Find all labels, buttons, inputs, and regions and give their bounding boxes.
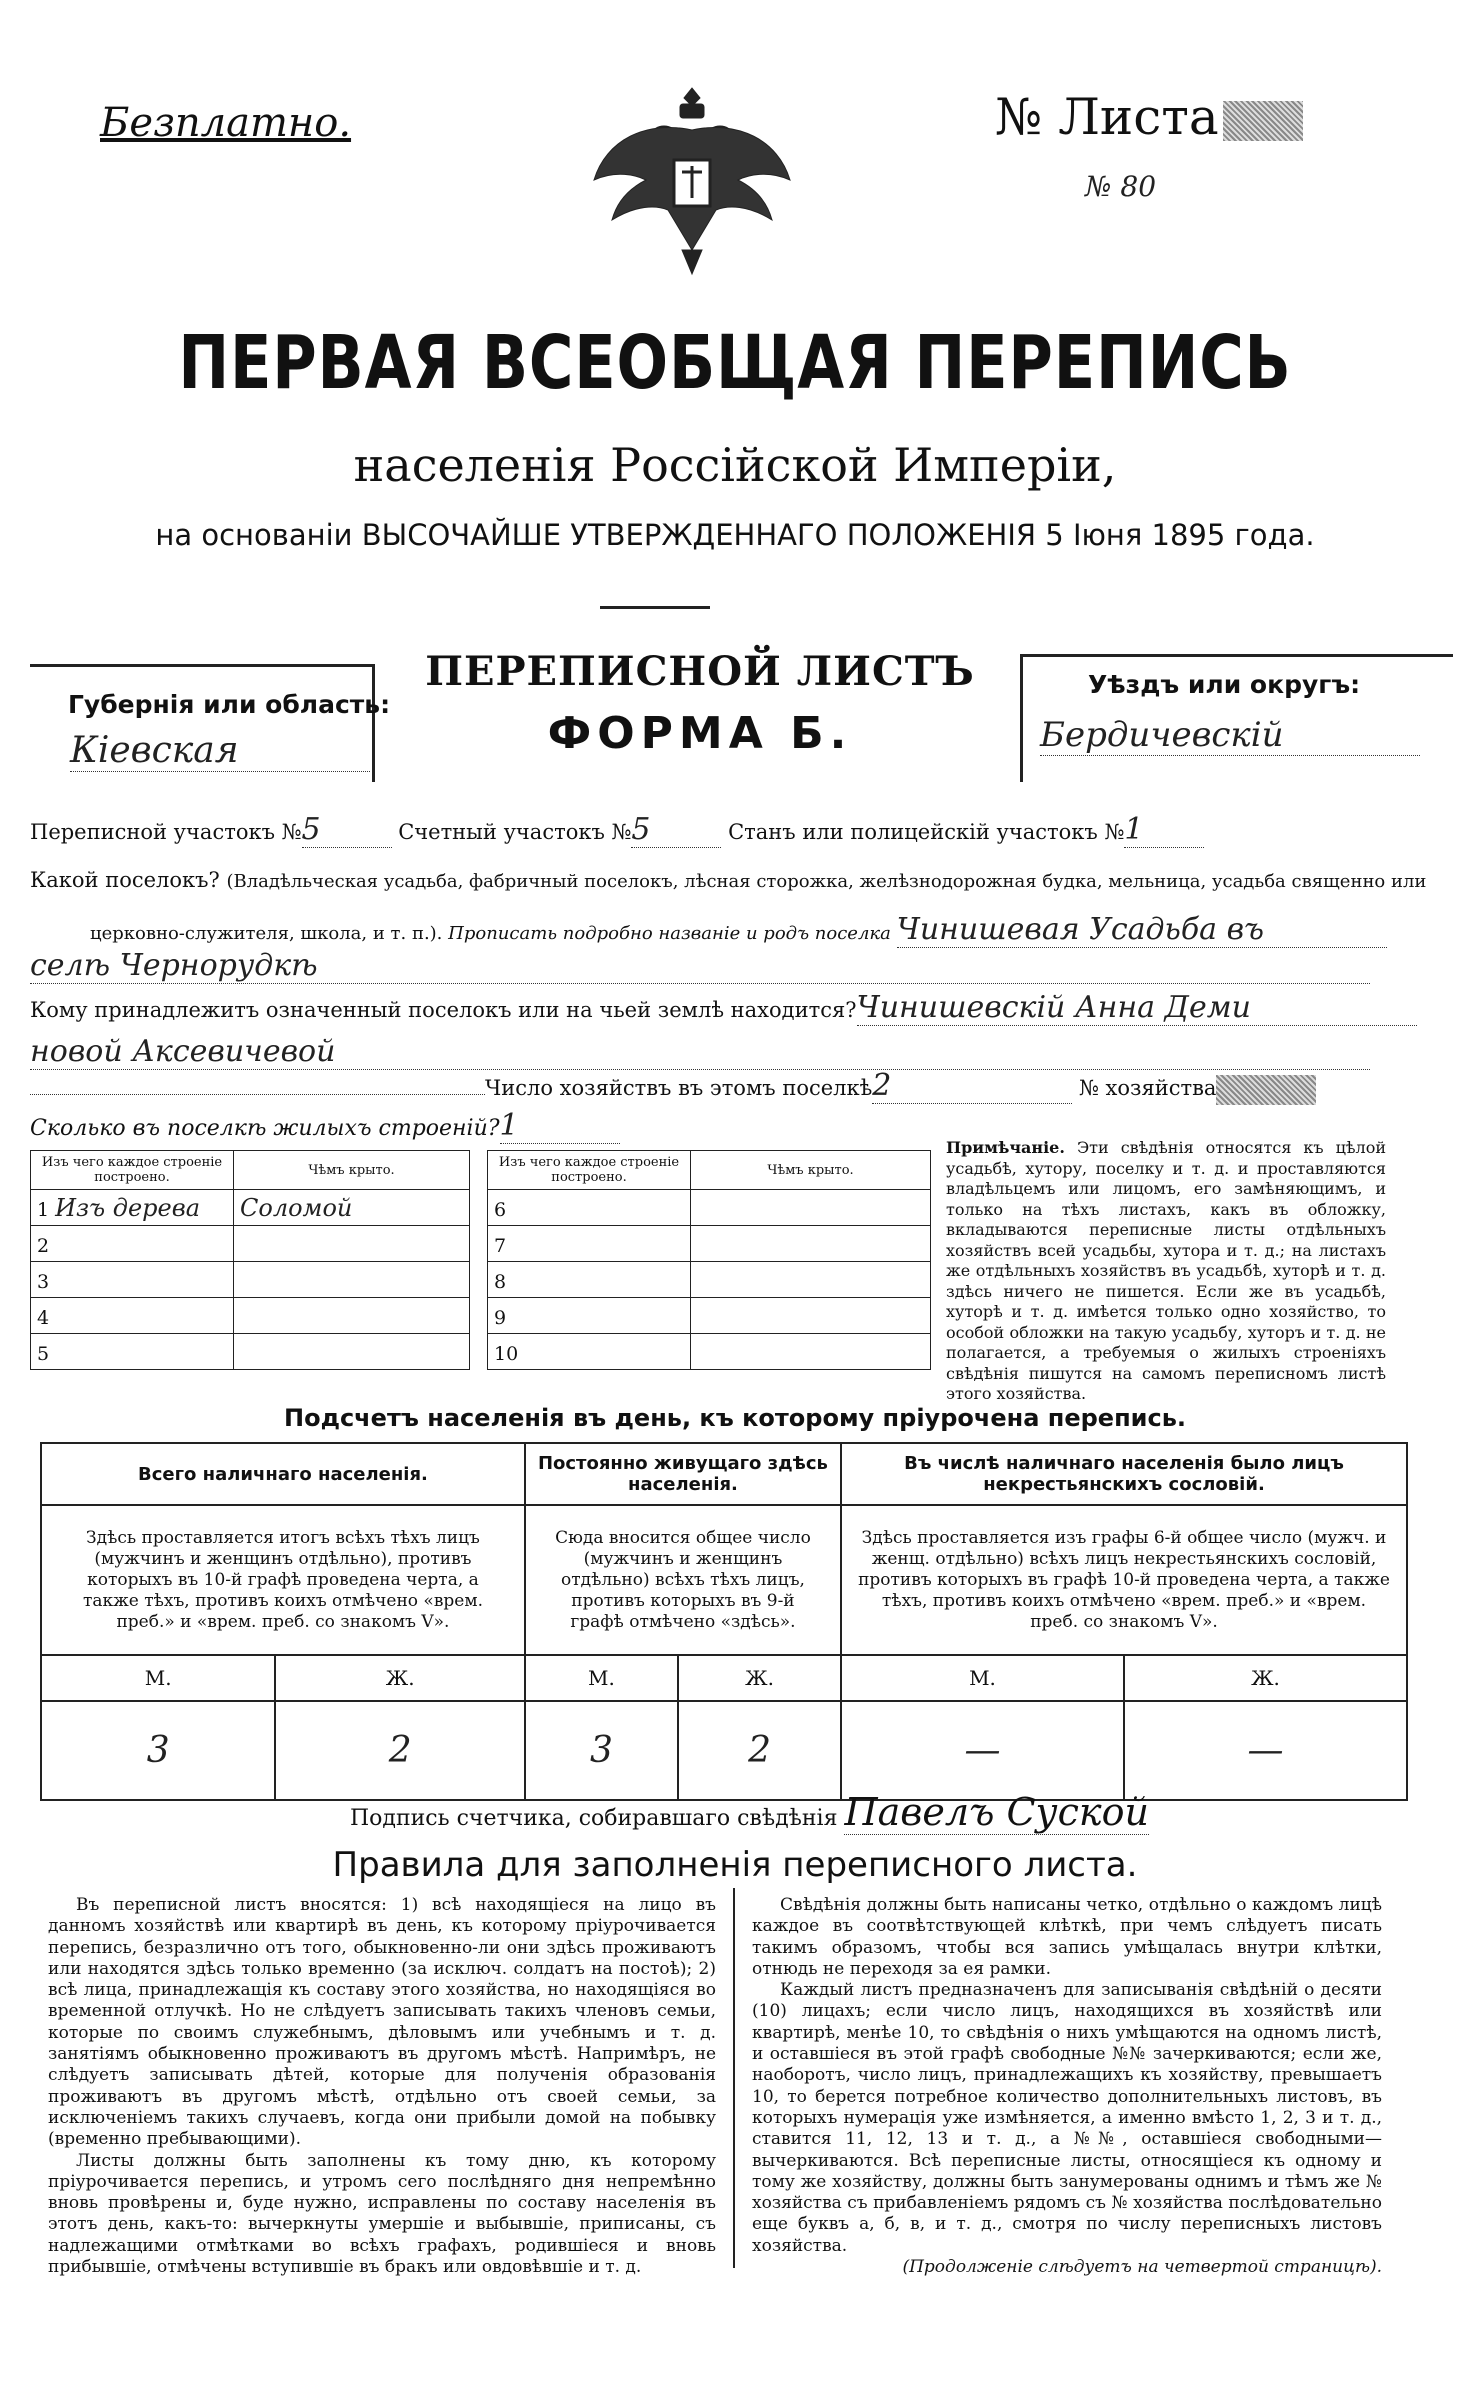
- building-row: [488, 1190, 931, 1226]
- building-material-cell: [31, 1262, 234, 1298]
- building-roof-cell: [234, 1226, 470, 1262]
- row-number: 9: [494, 1306, 507, 1329]
- buildings-table-right: Изъ чего каждое строеніе построено. Чѣмъ крыто. 6 7 8 9 10: [487, 1150, 931, 1370]
- buildings-value: 1: [500, 1108, 620, 1144]
- total-male: 3: [41, 1701, 275, 1800]
- building-roof-cell: [691, 1190, 931, 1226]
- row-number: 4: [37, 1306, 50, 1329]
- settlement-value-1: Чинишевая Усадьба въ: [897, 912, 1387, 948]
- legal-basis: на основаніи ВЫСОЧАЙШЕ УТВЕРЖДЕННАГО ПОЛОЖЕНІЯ 5 Іюня 1895 года.: [155, 518, 1315, 552]
- population-table: Всего наличнаго населенія. Постоянно живущаго здѣсь населенія. Въ числѣ наличнаго населенія было лицъ некрестьянскихъ сословій. Здѣсь проставляется итогъ всѣхъ тѣхъ лицъ (мужчинъ и женщинъ отдѣльно), противъ которыхъ въ 10-й графѣ проведена черта, а также тѣхъ, противъ коихъ отмѣчено «врем. преб.» и «врем. преб. со знакомъ V». Сюда вносится общее число (мужчинъ и женщинъ отдѣльно) всѣхъ тѣхъ лицъ, противъ которыхъ въ 9-й графѣ отмѣчено «здѣсь». Здѣсь проставляется изъ графы 6-й общее число (мужч. и женщ. отдѣльно) всѣхъ лицъ некрестьянскихъ сословій, противъ которыхъ въ графѣ 10-й проведена черта, а также тѣхъ, противъ коихъ отмѣчено «врем. преб.» и «врем. преб. со знакомъ V». М. Ж. М. Ж. М. Ж. 3 2 3 2 — —: [40, 1442, 1408, 1801]
- stamp-mark-2: [1216, 1075, 1316, 1105]
- nonpeasant-female: —: [1124, 1701, 1407, 1800]
- settlement-line-2: [30, 948, 1370, 984]
- building-row: [31, 1190, 470, 1226]
- building-roof-cell: [691, 1226, 931, 1262]
- building-material-cell: [488, 1262, 691, 1298]
- permanent-female: 2: [678, 1701, 841, 1800]
- total-female: 2: [275, 1701, 525, 1800]
- building-row: [488, 1298, 931, 1334]
- divider: [600, 606, 710, 609]
- building-material-cell: [31, 1226, 234, 1262]
- building-material-cell: [31, 1190, 234, 1226]
- building-roof-cell: [234, 1298, 470, 1334]
- gubernia-value: Кіевская: [70, 730, 370, 772]
- building-roof-cell: [691, 1262, 931, 1298]
- column-divider: [733, 1888, 735, 2268]
- owner-value-1: Чинишевскій Анна Деми: [857, 990, 1417, 1026]
- stamp-mark: [1223, 101, 1303, 141]
- settlement-value-2: селѣ Чернорудкѣ: [30, 948, 1370, 984]
- population-heading: Подсчетъ населенія въ день, къ которому пріурочена перепись.: [284, 1404, 1186, 1432]
- sheet-number-handwritten: № 80: [1085, 170, 1157, 203]
- double-headed-eagle-emblem: [586, 80, 798, 280]
- signature-line: Подпись счетчика, собиравшаго свѣдѣнія Павелъ Суской: [350, 1790, 1149, 1834]
- signature-value: Павелъ Суской: [844, 1790, 1149, 1834]
- building-material-cell: [31, 1334, 234, 1370]
- rules-left-column: Въ переписной листъ вносятся: 1) всѣ находящіеся на лицо въ данномъ хозяйствѣ или квартирѣ въ день, къ которому пріурочивается перепись, безразлично отъ того, обыкновенно-ли они здѣсь проживаютъ или находятся здѣсь только временно (за исключ. солдатъ на постоѣ); 2) всѣ лица, принадлежащія къ составу этого хозяйства, но находящіяся во временной отлучкѣ. Но не слѣдуетъ записывать такихъ членовъ семьи, которые по своимъ служебнымъ, дѣловымъ или учебнымъ и т. д. занятіямъ обыкновенно проживаютъ въ другомъ мѣстѣ. Напримѣръ, не слѣдуетъ записывать дѣтей, которые для полученія образованія проживаютъ въ другомъ мѣстѣ, отдѣльно отъ своей семьи, за исключеніемъ такихъ случаевъ, когда они прибыли домой на побывку (временно пребывающими). Листы должны быть заполнены къ тому дню, къ которому пріурочивается перепись, и утромъ сего послѣдняго дня непремѣнно вновь провѣрены и, буде нужно, исправлены по составу населенія въ этотъ день, какъ-то: вычеркнуты умершіе и выбывшіе, приписаны, съ надлежащими отмѣтками во всѣхъ графахъ, родившіеся и вновь прибывшіе, отмѣчены вступившіе въ бракъ или овдовѣвшіе и т. д.: [48, 1895, 716, 2278]
- buildings-line: Сколько въ поселкѣ жилыхъ строеній?1: [30, 1108, 620, 1144]
- sheet-number: [995, 88, 1303, 146]
- form-name: ФОРМА Б.: [547, 708, 853, 759]
- district-line: Переписной участокъ №5 Счетный участокъ №5 Станъ или полицейскій участокъ №1: [30, 812, 1204, 848]
- note-label: Примѣчаніе.: [946, 1138, 1065, 1157]
- settlement-line: Какой поселокъ? (Владѣльческая усадьба, фабричный поселокъ, лѣсная сторожка, желѣзнодорожная будка, мельница, усадьба священно или: [30, 868, 1427, 892]
- form-title: ПЕРЕПИСНОЙ ЛИСТЪ: [425, 648, 975, 695]
- note-text: Эти свѣдѣнія относятся къ цѣлой усадьбѣ, хутору, поселку и т. д. и проставляются владѣльцемъ или лицомъ, его замѣняющимъ, и только на тѣхъ листахъ, какъ въ обложку, вкладываются переписные листы отдѣльныхъ хозяйствъ всей усадьбы, хутора и т. д.; на листахъ же отдѣльныхъ хозяйствъ въ усадьбѣ, хуторѣ и т. д. здѣсь ничего не пишется. Если же въ усадьбѣ, хуторѣ и т. д. имѣется только одно хозяйство, то особой обложки на такую усадьбу, хуторъ и т. д. не полагается, а требуемыя о жилыхъ строеніяхъ свѣдѣнія пишутся на самомъ переписномъ листѣ этого хозяйства.: [946, 1138, 1386, 1403]
- building-material-cell: [488, 1334, 691, 1370]
- rules-title: Правила для заполненія переписного листа.: [332, 1845, 1138, 1885]
- row-number: 1: [37, 1198, 50, 1221]
- settlement-hint-line: церковно-служителя, школа, и т. п.). Прописать подробно названіе и родъ поселка Чинишевая Усадьба въ: [90, 912, 1387, 948]
- note: [946, 1138, 1386, 1405]
- building-material-cell: [488, 1298, 691, 1334]
- owner-value-2: новой Аксевичевой: [30, 1034, 1370, 1070]
- building-roof-cell: [234, 1262, 470, 1298]
- row-number: 7: [494, 1234, 507, 1257]
- row-number: 8: [494, 1270, 507, 1293]
- subtitle: населенія Россійской Имперіи,: [353, 438, 1117, 492]
- building-roof-cell: [234, 1334, 470, 1370]
- building-row: [488, 1262, 931, 1298]
- row-number: 6: [494, 1198, 507, 1221]
- building-material-cell: [488, 1190, 691, 1226]
- stan-value: 1: [1124, 812, 1204, 848]
- buildings-table-left: Изъ чего каждое строеніе построено. Чѣмъ крыто. 1 Изъ дерева Соломой 2 3 4 5: [30, 1150, 470, 1370]
- building-row: [31, 1262, 470, 1298]
- building-roof-cell: Соломой: [234, 1190, 470, 1226]
- row-number: 10: [494, 1342, 519, 1365]
- households-line: Число хозяйствъ въ этомъ поселкѣ2 № хозяйства: [30, 1068, 1316, 1105]
- row-number: 2: [37, 1234, 50, 1257]
- building-roof-cell: [691, 1334, 931, 1370]
- building-row: [488, 1334, 931, 1370]
- main-title: ПЕРВАЯ ВСЕОБЩАЯ ПЕРЕПИСЬ: [178, 320, 1292, 406]
- district-value: 5: [302, 812, 392, 848]
- building-material-cell: [488, 1226, 691, 1262]
- rules-right-column: Свѣдѣнія должны быть написаны четко, отдѣльно о каждомъ лицѣ каждое въ соотвѣтствующей клѣткѣ, при чемъ слѣдуетъ писать такимъ образомъ, чтобы вся запись умѣщалась внутри клѣтки, отнюдь не переходя за ея рамки. Каждый листъ предназначенъ для записыванія свѣдѣній о десяти (10) лицахъ; если число лицъ, находящихся въ хозяйствѣ или квартирѣ, менѣе 10, то свѣдѣнія о нихъ умѣщаются на одномъ листѣ, и оставшіеся въ этой графѣ свободные №№ зачеркиваются; если же, наоборотъ, число лицъ, принадлежащихъ къ хозяйству, превышаетъ 10, то берется потребное количество дополнительныхъ листовъ, въ которыхъ нумерація уже измѣняется, а именно вмѣсто 1, 2, 3 и т. д., ставится 11, 12, 13 и т. д., а №№, оставшіеся свободными—вычеркиваются. Всѣ переписные листы, относящіеся къ одному и тому же хозяйству, должны быть занумерованы однимъ и тѣмъ же № хозяйства съ прибавленіемъ рядомъ съ № хозяйства послѣдовательно еще буквъ а, б, в, и т. д., смотря по числу переписныхъ листовъ хозяйства. (Продолженіе слѣдуетъ на четвертой страницѣ).: [752, 1895, 1382, 2278]
- permanent-male: 3: [525, 1701, 678, 1800]
- building-row: [31, 1226, 470, 1262]
- owner-line: Кому принадлежитъ означенный поселокъ или на чьей землѣ находится?Чинишевскій Анна Деми: [30, 990, 1417, 1026]
- building-roof-cell: [691, 1298, 931, 1334]
- free-label: Безплатно.: [100, 100, 352, 146]
- building-material-value: Изъ дерева: [55, 1193, 200, 1222]
- owner-line-2: [30, 1034, 1370, 1070]
- row-number: 3: [37, 1270, 50, 1293]
- row-number: 5: [37, 1342, 50, 1365]
- nonpeasant-male: —: [841, 1701, 1124, 1800]
- building-row: [31, 1334, 470, 1370]
- building-row: [31, 1298, 470, 1334]
- uezd-value: Бердичевскій: [1040, 715, 1420, 756]
- count-value: 5: [631, 812, 721, 848]
- gubernia-label: Губернія или область:: [68, 690, 391, 719]
- building-material-cell: [31, 1298, 234, 1334]
- building-row: [488, 1226, 931, 1262]
- uezd-label: Уѣздъ или округъ:: [1088, 670, 1361, 699]
- sheet-number-label: № Листа: [995, 88, 1219, 146]
- households-value: 2: [872, 1068, 1072, 1104]
